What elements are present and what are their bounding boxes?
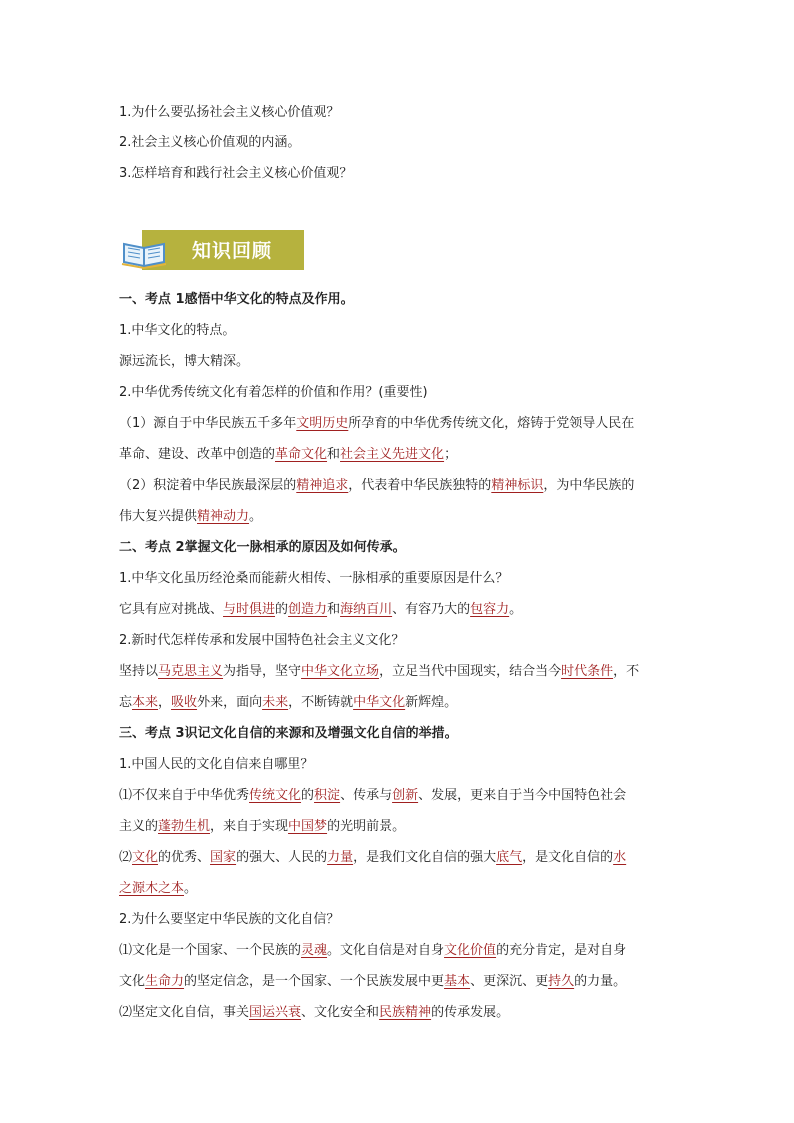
text-segment: 。 bbox=[509, 602, 523, 617]
text-segment: 文化 bbox=[119, 974, 146, 989]
key-term: 民族精神 bbox=[379, 1005, 432, 1020]
text-segment: ⑴文化是一个国家、一个民族的 bbox=[119, 943, 302, 958]
key-term: 生命力 bbox=[145, 974, 185, 989]
key-term: 吸收 bbox=[171, 695, 198, 710]
key-term: 中华文化立场 bbox=[301, 664, 380, 679]
text-segment: ，来自于实现 bbox=[210, 819, 289, 834]
text-segment: 主义的 bbox=[119, 819, 159, 834]
key-term: 创新 bbox=[392, 788, 419, 803]
text-segment: 三、考点 3识记文化自信的来源和及增强文化自信的举措。 bbox=[119, 726, 458, 741]
text-segment: ， bbox=[158, 695, 172, 710]
text-segment: ； bbox=[444, 447, 458, 462]
key-term: 中华文化 bbox=[353, 695, 406, 710]
key-term: 积淀 bbox=[314, 788, 341, 803]
text-segment: 。 bbox=[249, 509, 263, 524]
question-1: 1.为什么要弘扬社会主义核心价值观？ bbox=[119, 105, 340, 120]
text-segment: 为指导，坚守 bbox=[223, 664, 302, 679]
text-segment: 一、考点 1感悟中华文化的特点及作用。 bbox=[119, 292, 354, 307]
key-term: 底气 bbox=[496, 850, 523, 865]
text-line bbox=[119, 786, 682, 806]
key-term: 国运兴衰 bbox=[249, 1005, 302, 1020]
key-term: 国家 bbox=[210, 850, 237, 865]
text-segment: 它具有应对挑战、 bbox=[119, 602, 224, 617]
key-term: 革命文化 bbox=[275, 447, 328, 462]
text-segment: ⑵ bbox=[119, 850, 133, 865]
text-segment: 和 bbox=[327, 602, 341, 617]
text-segment: 1.中国人民的文化自信来自哪里？ bbox=[119, 757, 314, 772]
text-line bbox=[119, 569, 682, 589]
text-segment: 1.中华文化虽历经沧桑而能薪火相传、一脉相承的重要原因是什么？ bbox=[119, 571, 509, 586]
key-term: 之源木之本 bbox=[119, 881, 185, 896]
text-segment: 新辉煌。 bbox=[405, 695, 458, 710]
key-term: 灵魂 bbox=[301, 943, 328, 958]
text-line bbox=[119, 941, 682, 961]
text-segment: 外来，面向 bbox=[197, 695, 263, 710]
text-line bbox=[119, 321, 682, 341]
key-term: 社会主义先进文化 bbox=[340, 447, 445, 462]
key-term: 未来 bbox=[262, 695, 289, 710]
text-segment: 。文化自信是对自身 bbox=[327, 943, 445, 958]
text-segment: 的力量。 bbox=[574, 974, 627, 989]
text-segment: ，立足当代中国现实，结合当今 bbox=[379, 664, 562, 679]
key-term: 海纳百川 bbox=[340, 602, 393, 617]
key-term: 精神动力 bbox=[197, 509, 250, 524]
text-segment: ⑵坚定文化自信，事关 bbox=[119, 1005, 250, 1020]
text-segment: 革命、建设、改革中创造的 bbox=[119, 447, 276, 462]
text-segment: 源远流长，博大精深。 bbox=[119, 354, 250, 369]
text-line bbox=[119, 848, 682, 868]
key-term: 本来 bbox=[132, 695, 159, 710]
text-line bbox=[119, 693, 682, 713]
text-segment: 和 bbox=[327, 447, 341, 462]
key-term: 中国梦 bbox=[288, 819, 328, 834]
key-term: 精神追求 bbox=[296, 478, 349, 493]
text-line bbox=[119, 476, 682, 496]
text-segment: 的传承发展。 bbox=[431, 1005, 510, 1020]
text-segment: 、传承与 bbox=[340, 788, 393, 803]
text-segment: 的充分肯定，是对自身 bbox=[496, 943, 627, 958]
text-line bbox=[119, 1003, 682, 1023]
text-segment: 的坚定信念，是一个国家、一个民族发展中更 bbox=[184, 974, 445, 989]
key-term: 时代条件 bbox=[561, 664, 614, 679]
text-segment: ，为中华民族的 bbox=[543, 478, 635, 493]
question-3: 3.怎样培育和践行社会主义核心价值观？ bbox=[119, 166, 353, 181]
section-heading bbox=[119, 724, 682, 744]
key-term: 包容力 bbox=[470, 602, 510, 617]
text-line bbox=[119, 817, 682, 837]
text-segment: ⑴不仅来自于中华优秀 bbox=[119, 788, 250, 803]
text-segment: 、更深沉、更 bbox=[470, 974, 549, 989]
text-segment: 、有容乃大的 bbox=[392, 602, 471, 617]
text-segment: 、文化安全和 bbox=[301, 1005, 380, 1020]
key-term: 马克思主义 bbox=[158, 664, 224, 679]
key-term: 精神标识 bbox=[491, 478, 544, 493]
text-segment: 的优秀、 bbox=[158, 850, 211, 865]
text-line bbox=[119, 600, 682, 620]
key-term: 力量 bbox=[327, 850, 354, 865]
text-segment: 2.为什么要坚定中华民族的文化自信？ bbox=[119, 912, 340, 927]
text-line bbox=[119, 910, 682, 930]
text-line bbox=[119, 879, 682, 899]
key-term: 与时俱进 bbox=[223, 602, 276, 617]
key-term: 创造力 bbox=[288, 602, 328, 617]
text-line bbox=[119, 755, 682, 775]
text-segment: 、发展，更来自于当今中国特色社会 bbox=[418, 788, 627, 803]
text-segment: 的光明前景。 bbox=[327, 819, 406, 834]
section-heading bbox=[119, 538, 682, 558]
text-segment: ，不断铸就 bbox=[288, 695, 354, 710]
text-segment: 的 bbox=[301, 788, 315, 803]
text-segment: 。 bbox=[184, 881, 198, 896]
text-segment: ，代表着中华民族独特的 bbox=[348, 478, 492, 493]
text-segment: 2.新时代怎样传承和发展中国特色社会主义文化？ bbox=[119, 633, 405, 648]
key-term: 文化 bbox=[132, 850, 159, 865]
text-segment: 忘 bbox=[119, 695, 133, 710]
text-segment: 的 bbox=[275, 602, 289, 617]
text-line bbox=[119, 383, 682, 403]
key-term: 文明历史 bbox=[296, 416, 349, 431]
key-term: 持久 bbox=[548, 974, 575, 989]
text-line bbox=[119, 631, 682, 651]
text-line bbox=[119, 352, 682, 372]
banner-title: 知识回顾 bbox=[192, 240, 273, 262]
text-segment: （2）积淀着中华民族最深层的 bbox=[119, 478, 297, 493]
text-line bbox=[119, 445, 682, 465]
text-segment: ，不 bbox=[613, 664, 640, 679]
text-line bbox=[119, 507, 682, 527]
text-segment: 的强大、人民的 bbox=[236, 850, 328, 865]
text-line bbox=[119, 662, 682, 682]
text-segment: 二、考点 2掌握文化一脉相承的原因及如何传承。 bbox=[119, 540, 406, 555]
section-banner bbox=[120, 230, 304, 270]
text-segment: 坚持以 bbox=[119, 664, 159, 679]
text-segment: ，是文化自信的 bbox=[522, 850, 614, 865]
key-term: 基本 bbox=[444, 974, 471, 989]
key-term: 文化价值 bbox=[444, 943, 497, 958]
key-term: 传统文化 bbox=[249, 788, 302, 803]
key-term: 水 bbox=[613, 850, 627, 865]
open-book-icon bbox=[120, 234, 168, 270]
text-segment: 1.中华文化的特点。 bbox=[119, 323, 236, 338]
text-line bbox=[119, 414, 682, 434]
text-line bbox=[119, 972, 682, 992]
text-segment: 伟大复兴提供 bbox=[119, 509, 198, 524]
text-segment: 所孕育的中华优秀传统文化，熔铸于党领导人民在 bbox=[348, 416, 635, 431]
text-segment: 2.中华优秀传统文化有着怎样的价值和作用？(重要性) bbox=[119, 385, 428, 400]
text-segment: （1）源自于中华民族五千多年 bbox=[119, 416, 297, 431]
text-segment: ，是我们文化自信的强大 bbox=[353, 850, 497, 865]
key-term: 蓬勃生机 bbox=[158, 819, 211, 834]
question-2: 2.社会主义核心价值观的内涵。 bbox=[119, 135, 301, 150]
section-heading bbox=[119, 290, 682, 310]
